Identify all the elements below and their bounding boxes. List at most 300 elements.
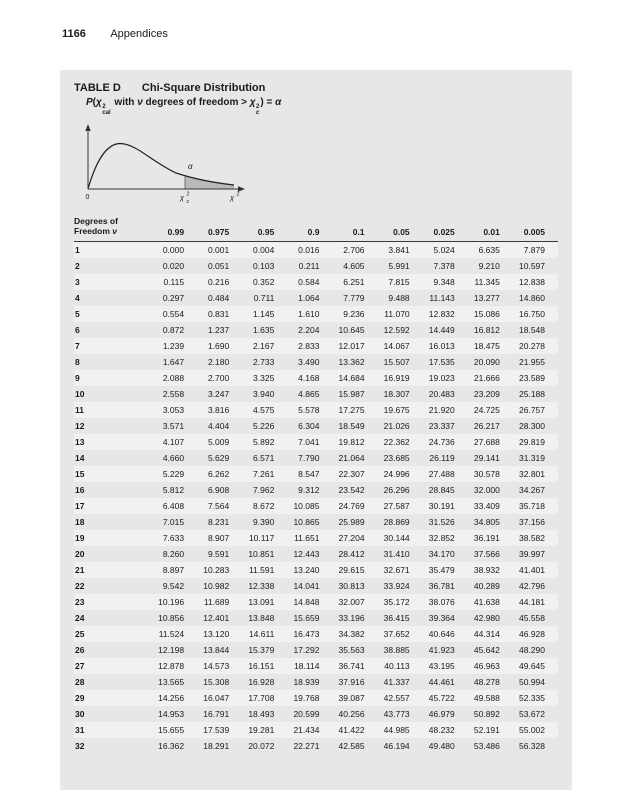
- value-cell: 3.940: [253, 388, 275, 399]
- value-cell: 16.750: [519, 308, 545, 319]
- value-cell: 12.878: [158, 660, 185, 671]
- value-cell: 9.312: [298, 484, 320, 495]
- value-cell: 56.328: [519, 740, 545, 751]
- value-cell: 3.816: [207, 404, 230, 415]
- value-cell: 16.791: [203, 708, 230, 719]
- value-cell: 10.283: [203, 564, 230, 575]
- value-cell: 55.002: [519, 724, 545, 735]
- value-cell: 13.277: [473, 292, 500, 303]
- value-cell: 52.335: [519, 692, 545, 703]
- value-cell: 4.575: [253, 404, 275, 415]
- value-cell: 4.865: [298, 388, 320, 399]
- chi-c-label: χ: [180, 192, 185, 202]
- value-cell: 43.773: [383, 708, 410, 719]
- value-cell: 10.982: [203, 580, 230, 591]
- value-cell: 16.013: [428, 340, 455, 351]
- table-row: [74, 610, 558, 626]
- value-cell: 7.015: [162, 516, 185, 527]
- value-cell: 28.845: [428, 484, 455, 495]
- value-cell: 14.449: [428, 324, 455, 335]
- value-cell: 37.566: [473, 548, 500, 559]
- value-cell: 24.725: [473, 404, 500, 415]
- value-cell: 12.017: [338, 340, 365, 351]
- value-cell: 17.535: [428, 356, 455, 367]
- table-row: [74, 418, 558, 434]
- formula-supsub-cal: 2 cal: [102, 104, 111, 117]
- value-cell: 4.107: [162, 436, 185, 447]
- value-cell: 42.796: [519, 580, 545, 591]
- value-cell: 10.196: [158, 596, 185, 607]
- value-cell: 4.168: [298, 372, 320, 383]
- value-cell: 5.229: [162, 468, 185, 479]
- value-cell: 5.629: [207, 452, 230, 463]
- value-cell: 16.362: [158, 740, 185, 751]
- df-cell: 14: [75, 452, 85, 463]
- df-cell: 4: [75, 292, 80, 303]
- table-row: [74, 578, 558, 594]
- formula-text: ) =: [260, 97, 276, 108]
- value-cell: 3.490: [298, 356, 320, 367]
- value-cell: 34.170: [428, 548, 455, 559]
- value-cell: 23.589: [519, 372, 545, 383]
- value-cell: 37.156: [519, 516, 545, 527]
- df-cell: 21: [75, 564, 85, 575]
- value-cell: 7.261: [253, 468, 275, 479]
- value-cell: 15.659: [293, 612, 320, 623]
- value-cell: 0.711: [253, 292, 275, 303]
- value-cell: 13.120: [203, 628, 230, 639]
- df-cell: 22: [75, 580, 85, 591]
- df-cell: 15: [75, 468, 85, 479]
- value-cell: 2.733: [253, 356, 275, 367]
- value-cell: 48.232: [428, 724, 455, 735]
- value-cell: 3.325: [253, 372, 275, 383]
- value-cell: 19.023: [428, 372, 455, 383]
- value-cell: 50.892: [473, 708, 500, 719]
- value-cell: 7.962: [253, 484, 275, 495]
- value-cell: 33.924: [383, 580, 410, 591]
- value-cell: 31.526: [428, 516, 455, 527]
- table-row: [74, 594, 558, 610]
- value-cell: 31.410: [383, 548, 410, 559]
- value-cell: 10.865: [293, 516, 320, 527]
- value-cell: 46.979: [428, 708, 455, 719]
- formula-nu: ν: [137, 97, 143, 108]
- value-cell: 13.362: [338, 356, 365, 367]
- value-cell: 15.507: [383, 356, 410, 367]
- value-cell: 2.700: [207, 372, 230, 383]
- column-header: 0.975: [197, 216, 242, 242]
- value-cell: 18.291: [203, 740, 230, 751]
- formula-chi: χ: [249, 97, 256, 108]
- value-cell: 0.001: [207, 244, 230, 255]
- table-row: [74, 354, 558, 370]
- value-cell: 10.085: [293, 500, 320, 511]
- value-cell: 49.645: [519, 660, 545, 671]
- value-cell: 27.587: [383, 500, 410, 511]
- value-cell: 32.801: [519, 468, 545, 479]
- value-cell: 33.196: [338, 612, 365, 623]
- value-cell: 9.348: [433, 276, 455, 287]
- value-cell: 3.841: [388, 244, 410, 255]
- header-row: [74, 216, 558, 242]
- value-cell: 14.953: [158, 708, 185, 719]
- value-cell: 13.565: [158, 676, 185, 687]
- value-cell: 18.939: [293, 676, 320, 687]
- value-cell: 11.651: [294, 532, 320, 543]
- value-cell: 19.675: [383, 404, 410, 415]
- value-cell: 32.007: [338, 596, 365, 607]
- value-cell: 5.578: [298, 404, 320, 415]
- value-cell: 6.908: [207, 484, 230, 495]
- value-cell: 2.833: [298, 340, 320, 351]
- value-cell: 2.558: [162, 388, 185, 399]
- value-cell: 20.278: [519, 340, 545, 351]
- column-header: 0.025: [423, 216, 468, 242]
- table-label: TABLE D: [74, 82, 121, 94]
- value-cell: 45.642: [473, 644, 500, 655]
- value-cell: 19.812: [338, 436, 365, 447]
- df-cell: 5: [75, 308, 80, 319]
- table-row: [74, 562, 558, 578]
- value-cell: 17.292: [293, 644, 320, 655]
- value-cell: 26.119: [429, 452, 455, 463]
- value-cell: 11.345: [474, 276, 500, 287]
- value-cell: 23.209: [473, 388, 500, 399]
- value-cell: 6.635: [478, 244, 500, 255]
- value-cell: 4.404: [207, 420, 230, 431]
- value-cell: 45.558: [519, 612, 545, 623]
- value-cell: 14.684: [338, 372, 365, 383]
- table-row: [74, 322, 558, 338]
- value-cell: 28.869: [383, 516, 410, 527]
- chi-square-table: [74, 216, 558, 754]
- chi-axis-label: χ: [230, 192, 235, 202]
- value-cell: 37.916: [338, 676, 365, 687]
- value-cell: 40.113: [384, 660, 410, 671]
- value-cell: 1.145: [253, 308, 275, 319]
- value-cell: 14.067: [383, 340, 410, 351]
- value-cell: 3.571: [162, 420, 185, 431]
- value-cell: 0.016: [298, 244, 320, 255]
- value-cell: 11.689: [203, 596, 230, 607]
- column-header: 0.99: [152, 216, 197, 242]
- value-cell: 37.652: [383, 628, 410, 639]
- value-cell: 23.685: [383, 452, 410, 463]
- table-row: [74, 450, 558, 466]
- value-cell: 42.585: [338, 740, 365, 751]
- value-cell: 19.768: [293, 692, 320, 703]
- value-cell: 1.610: [298, 308, 320, 319]
- df-cell: 19: [75, 532, 85, 543]
- value-cell: 44.181: [519, 596, 545, 607]
- value-cell: 14.256: [158, 692, 185, 703]
- formula-text: degrees of freedom >: [142, 97, 250, 108]
- df-cell: 31: [75, 724, 85, 735]
- value-cell: 1.635: [253, 324, 275, 335]
- df-cell: 7: [75, 340, 80, 351]
- value-cell: 4.605: [343, 260, 365, 271]
- value-cell: 33.409: [473, 500, 500, 511]
- value-cell: 18.549: [338, 420, 365, 431]
- value-cell: 12.443: [293, 548, 320, 559]
- value-cell: 35.563: [338, 644, 365, 655]
- column-header: 0.1: [332, 216, 377, 242]
- value-cell: 9.210: [478, 260, 500, 271]
- formula-p: P: [86, 97, 93, 108]
- table-row: [74, 690, 558, 706]
- value-cell: 7.790: [298, 452, 320, 463]
- value-cell: 13.240: [293, 564, 320, 575]
- value-cell: 10.851: [248, 548, 275, 559]
- value-cell: 9.542: [162, 580, 185, 591]
- value-cell: 18.548: [519, 324, 545, 335]
- value-cell: 14.573: [203, 660, 230, 671]
- value-cell: 35.479: [428, 564, 455, 575]
- value-cell: 11.143: [429, 292, 455, 303]
- value-cell: 1.690: [207, 340, 230, 351]
- value-cell: 38.932: [473, 564, 500, 575]
- value-cell: 8.547: [298, 468, 320, 479]
- value-cell: 25.989: [338, 516, 365, 527]
- value-cell: 3.247: [207, 388, 230, 399]
- value-cell: 41.638: [473, 596, 500, 607]
- value-cell: 53.672: [519, 708, 545, 719]
- df-cell: 26: [75, 644, 85, 655]
- value-cell: 11.070: [384, 308, 410, 319]
- value-cell: 41.923: [428, 644, 455, 655]
- value-cell: 30.813: [338, 580, 365, 591]
- value-cell: 0.831: [207, 308, 230, 319]
- df-cell: 24: [75, 612, 85, 623]
- value-cell: 10.645: [338, 324, 365, 335]
- value-cell: 0.297: [162, 292, 185, 303]
- value-cell: 32.000: [473, 484, 500, 495]
- value-cell: 1.239: [162, 340, 185, 351]
- column-header: 0.9: [287, 216, 332, 242]
- value-cell: 10.597: [519, 260, 545, 271]
- table-row: [74, 674, 558, 690]
- value-cell: 21.955: [519, 356, 545, 367]
- value-cell: 2.180: [207, 356, 230, 367]
- value-cell: 15.086: [473, 308, 500, 319]
- section-title: Appendices: [110, 28, 168, 40]
- value-cell: 41.337: [383, 676, 410, 687]
- value-cell: 12.198: [158, 644, 185, 655]
- value-cell: 0.051: [207, 260, 230, 271]
- df-cell: 12: [75, 420, 85, 431]
- value-cell: 44.985: [383, 724, 410, 735]
- value-cell: 0.115: [163, 276, 185, 287]
- value-cell: 2.204: [298, 324, 320, 335]
- value-cell: 8.897: [162, 564, 185, 575]
- distribution-figure: [80, 121, 558, 210]
- value-cell: 20.599: [293, 708, 320, 719]
- table-row: [74, 402, 558, 418]
- table-row: [74, 530, 558, 546]
- formula-supsub-c: 2 c: [256, 104, 260, 117]
- formula-paren: (: [92, 97, 97, 108]
- value-cell: 12.832: [428, 308, 455, 319]
- value-cell: 2.706: [343, 244, 365, 255]
- page-header: [62, 28, 168, 40]
- value-cell: 9.488: [388, 292, 410, 303]
- value-cell: 17.708: [248, 692, 275, 703]
- value-cell: 9.390: [253, 516, 275, 527]
- table-row: [74, 706, 558, 722]
- value-cell: 16.151: [248, 660, 275, 671]
- chi-axis-sup: 2: [236, 191, 240, 198]
- value-cell: 21.666: [473, 372, 500, 383]
- value-cell: 8.231: [207, 516, 230, 527]
- df-cell: 25: [75, 628, 85, 639]
- value-cell: 25.188: [519, 388, 545, 399]
- value-cell: 36.781: [428, 580, 455, 591]
- value-cell: 53.486: [473, 740, 500, 751]
- value-cell: 29.819: [519, 436, 545, 447]
- value-cell: 46.194: [383, 740, 410, 751]
- value-cell: 14.611: [248, 628, 275, 639]
- table-panel: [60, 70, 572, 790]
- value-cell: 1.064: [298, 292, 320, 303]
- table-row: [74, 546, 558, 562]
- value-cell: 24.996: [383, 468, 410, 479]
- value-cell: 48.278: [473, 676, 500, 687]
- value-cell: 17.275: [338, 404, 365, 415]
- table-row: [74, 274, 558, 290]
- value-cell: 16.047: [203, 692, 230, 703]
- value-cell: 34.382: [338, 628, 365, 639]
- df-column-header: [74, 216, 152, 242]
- formula-chi: χ: [96, 97, 102, 108]
- value-cell: 1.647: [162, 356, 185, 367]
- table-row: [74, 658, 558, 674]
- table-title: Chi-Square Distribution: [141, 82, 266, 94]
- table-row: [74, 466, 558, 482]
- df-cell: 23: [75, 596, 85, 607]
- value-cell: 38.582: [519, 532, 545, 543]
- value-cell: 14.041: [293, 580, 320, 591]
- value-cell: 0.103: [253, 260, 275, 271]
- value-cell: 5.892: [253, 436, 275, 447]
- value-cell: 5.812: [162, 484, 185, 495]
- value-cell: 39.997: [519, 548, 545, 559]
- value-cell: 6.251: [343, 276, 365, 287]
- value-cell: 6.262: [207, 468, 230, 479]
- value-cell: 40.646: [428, 628, 455, 639]
- value-cell: 5.991: [388, 260, 410, 271]
- value-cell: 42.557: [383, 692, 410, 703]
- value-cell: 14.860: [519, 292, 545, 303]
- value-cell: 16.473: [293, 628, 320, 639]
- value-cell: 45.722: [428, 692, 455, 703]
- value-cell: 29.141: [473, 452, 500, 463]
- value-cell: 2.167: [253, 340, 275, 351]
- value-cell: 38.076: [428, 596, 455, 607]
- df-cell: 8: [75, 356, 80, 367]
- value-cell: 15.308: [203, 676, 230, 687]
- value-cell: 46.963: [473, 660, 500, 671]
- value-cell: 19.281: [248, 724, 275, 735]
- df-cell: 20: [75, 548, 85, 559]
- page-number: 1166: [62, 28, 86, 40]
- value-cell: 6.408: [162, 500, 185, 511]
- value-cell: 18.475: [473, 340, 500, 351]
- value-cell: 40.256: [338, 708, 365, 719]
- value-cell: 11.591: [248, 564, 275, 575]
- table-row: [74, 626, 558, 642]
- df-cell: 30: [75, 708, 85, 719]
- table-row: [74, 386, 558, 402]
- value-cell: 35.718: [519, 500, 545, 511]
- value-cell: 36.741: [338, 660, 365, 671]
- value-cell: 23.337: [428, 420, 455, 431]
- value-cell: 46.928: [519, 628, 545, 639]
- value-cell: 5.009: [207, 436, 230, 447]
- formula-text: with: [111, 97, 138, 108]
- table-row: [74, 514, 558, 530]
- value-cell: 0.216: [207, 276, 230, 287]
- value-cell: 15.987: [338, 388, 365, 399]
- value-cell: 7.779: [343, 292, 365, 303]
- df-cell: 13: [75, 436, 85, 447]
- value-cell: 1.237: [207, 324, 230, 335]
- value-cell: 14.848: [293, 596, 320, 607]
- value-cell: 7.378: [433, 260, 455, 271]
- value-cell: 0.020: [162, 260, 185, 271]
- value-cell: 16.919: [383, 372, 410, 383]
- value-cell: 44.314: [473, 628, 500, 639]
- df-cell: 28: [75, 676, 85, 687]
- value-cell: 30.578: [473, 468, 500, 479]
- value-cell: 0.584: [298, 276, 320, 287]
- value-cell: 10.117: [248, 532, 275, 543]
- value-cell: 28.412: [338, 548, 365, 559]
- value-cell: 7.879: [523, 244, 545, 255]
- value-cell: 26.217: [473, 420, 500, 431]
- df-cell: 3: [75, 276, 80, 287]
- value-cell: 27.488: [428, 468, 455, 479]
- value-cell: 21.920: [428, 404, 455, 415]
- df-cell: 1: [75, 244, 80, 255]
- value-cell: 8.260: [162, 548, 185, 559]
- value-cell: 9.236: [343, 308, 365, 319]
- value-cell: 43.195: [428, 660, 455, 671]
- value-cell: 5.226: [253, 420, 275, 431]
- value-cell: 8.672: [253, 500, 275, 511]
- value-cell: 24.736: [428, 436, 455, 447]
- value-cell: 24.769: [338, 500, 365, 511]
- value-cell: 0.484: [207, 292, 230, 303]
- value-cell: 13.844: [203, 644, 230, 655]
- value-cell: 6.304: [298, 420, 320, 431]
- value-cell: 0.211: [298, 260, 320, 271]
- value-cell: 5.024: [433, 244, 455, 255]
- value-cell: 10.856: [158, 612, 185, 623]
- value-cell: 50.994: [519, 676, 545, 687]
- table-row: [74, 338, 558, 354]
- value-cell: 8.907: [207, 532, 230, 543]
- value-cell: 32.671: [383, 564, 410, 575]
- table-row: [74, 306, 558, 322]
- value-cell: 52.191: [473, 724, 500, 735]
- value-cell: 13.091: [248, 596, 275, 607]
- value-cell: 21.434: [293, 724, 320, 735]
- value-cell: 0.000: [162, 244, 185, 255]
- column-header: 0.005: [513, 216, 558, 242]
- table-body: [74, 241, 558, 754]
- value-cell: 36.415: [383, 612, 410, 623]
